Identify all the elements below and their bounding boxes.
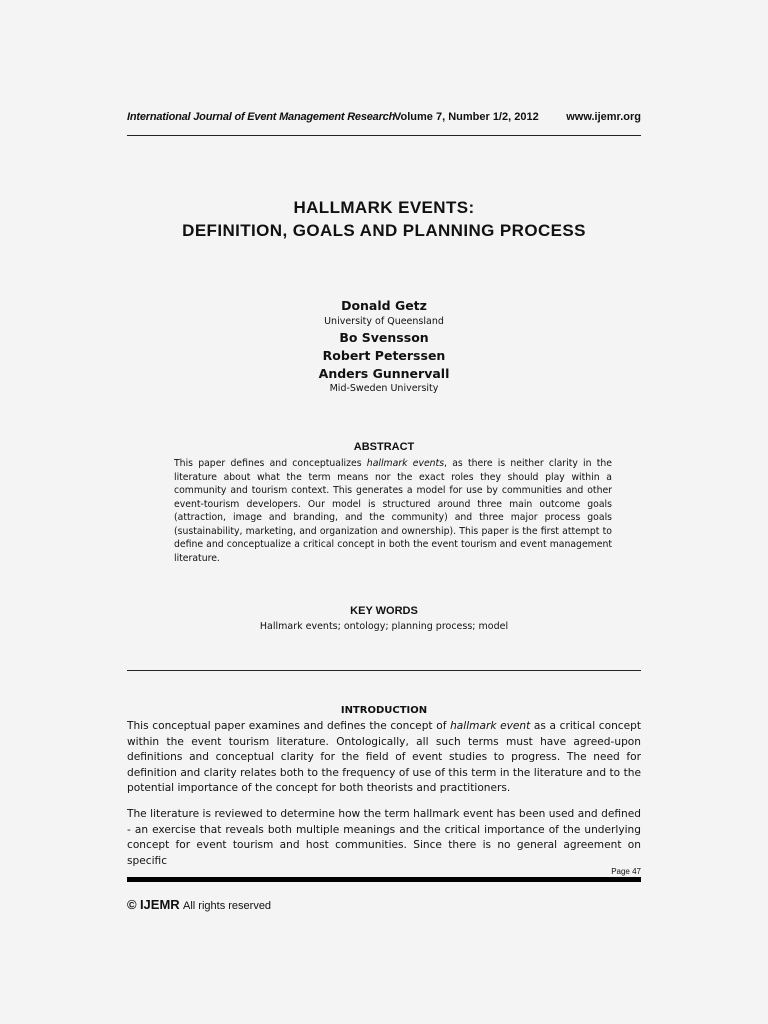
section-divider xyxy=(127,670,641,671)
copyright-rights: All rights reserved xyxy=(183,900,272,912)
page-number: Page 47 xyxy=(611,867,641,876)
author-affiliation: Mid-Sweden University xyxy=(329,383,439,394)
abstract-text xyxy=(174,457,612,565)
introduction-paragraph-1 xyxy=(127,719,641,797)
keywords-text: Hallmark events; ontology; planning process; model xyxy=(259,621,509,632)
author-name: Bo Svensson xyxy=(339,330,429,345)
copyright-footer xyxy=(127,897,271,912)
copyright-symbol: © xyxy=(127,897,137,912)
abstract-text-start: This paper defines and conceptualizes xyxy=(174,458,367,469)
introduction-heading: INTRODUCTION xyxy=(340,705,428,716)
author-name: Anders Gunnervall xyxy=(318,366,450,381)
volume-info: Volume 7, Number 1/2, 2012 xyxy=(394,111,539,123)
paragraph-text-rest: as a critical concept within the event tourism literature. Ontologically, all such terms must have agreed-upon definitions and conceptual clarity for the field of event studies to progress. The need for definition and clarity relates both to the frequency of use of this term in the literature and to the potential importance of the concept for both theorists and practitioners. xyxy=(127,720,642,794)
header-divider xyxy=(127,135,641,136)
paper-title-line-1: HALLMARK EVENTS: xyxy=(293,198,475,217)
paragraph-italic-term: hallmark event xyxy=(450,720,531,732)
journal-name: International Journal of Event Management Research xyxy=(127,111,396,123)
keywords-heading: KEY WORDS xyxy=(350,605,418,617)
introduction-paragraph-2: The literature is reviewed to determine how the term hallmark event has been used and defined - an exercise that reveals both multiple meanings and the critical importance of the underlying concept for event tourism and host communities. Since there is no general agreement on specific xyxy=(127,808,641,867)
paragraph-text-start: This conceptual paper examines and defines the concept of xyxy=(127,720,451,732)
author-affiliation: University of Queensland xyxy=(324,316,444,327)
author-name: Donald Getz xyxy=(341,298,427,313)
paper-title-line-2: DEFINITION, GOALS AND PLANNING PROCESS xyxy=(182,221,586,240)
copyright-brand: IJEMR xyxy=(139,897,180,912)
running-header xyxy=(127,111,641,127)
abstract-italic-term: hallmark events xyxy=(366,458,445,469)
footer-rule xyxy=(127,877,641,882)
journal-url: www.ijemr.org xyxy=(566,111,641,123)
abstract-text-rest: , as there is neither clarity in the literature about what the term means nor the exact roles they should play within a community and tourism context. This generates a model for use by communities and other event-tourism developers. Our model is structured around three main outcome goals (attraction, image and branding, and the community) and three major process goals (sustainability, marketing, and organization and ownership). This paper is the first attempt to define and conceptualize a critical concept in both the event tourism and event management literature. xyxy=(174,458,612,564)
author-name: Robert Peterssen xyxy=(322,348,446,363)
abstract-heading: ABSTRACT xyxy=(353,441,415,453)
